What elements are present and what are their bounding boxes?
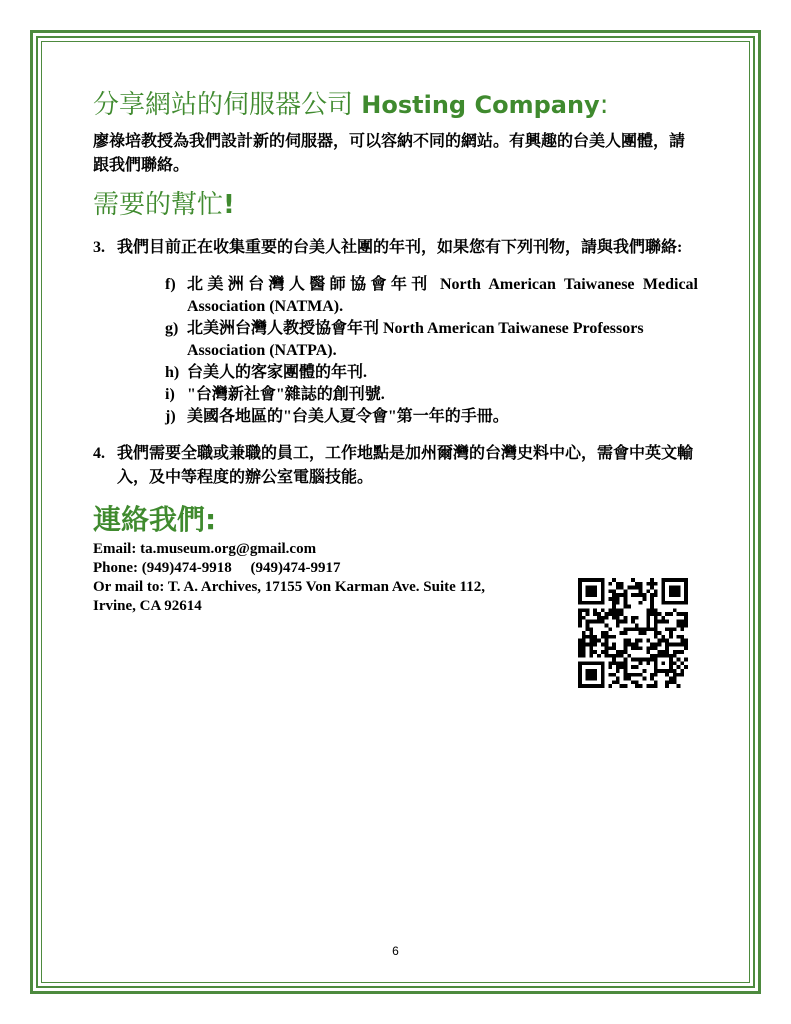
help-item-4-number: 4. (93, 445, 105, 462)
sublist-item-text: 台美人的客家團體的年刊. (187, 364, 368, 381)
sublist-item-letter: j) (165, 408, 176, 425)
contact-mail-line-2: Irvine, CA 92614 (93, 598, 202, 614)
yearbook-sublist (117, 274, 698, 428)
help-item-3-text: 我們目前正在收集重要的台美人社團的年刊，如果您有下列刊物，請與我們聯絡: (117, 239, 683, 256)
hosting-heading (93, 88, 698, 122)
sublist-item-letter: f) (165, 276, 176, 293)
help-list (93, 236, 698, 490)
contact-email[interactable]: Email: ta.museum.org@gmail.com (93, 541, 317, 557)
qr-code-icon[interactable] (578, 578, 688, 688)
contact-phone: Phone: (949)474-9918 (949)474-9917 (93, 560, 341, 576)
help-heading-text: 需要的幫忙 (93, 190, 224, 220)
sublist-item-g (165, 318, 698, 362)
sublist-item-letter: h) (165, 364, 180, 381)
page-content (93, 88, 698, 616)
hosting-heading-zh: 分享網站的伺服器公司 (93, 90, 354, 120)
help-item-4-text: 我們需要全職或兼職的員工，工作地點是加州爾灣的台灣史料中心，需會中英文輸入，及中等程度的辦公室電腦技能。 (117, 445, 694, 486)
sublist-item-j (165, 406, 698, 428)
sublist-item-text: 美國各地區的"台美人夏令會"第一年的手冊。 (187, 408, 509, 425)
sublist-item-f (165, 274, 698, 318)
sublist-item-h (165, 362, 698, 384)
sublist-item-text: 北美洲台灣人教授協會年刊 North American Taiwanese Professors Association (NATPA). (187, 320, 644, 359)
page-number: 6 (392, 944, 399, 958)
hosting-paragraph: 廖祿培教授為我們設計新的伺服器，可以容納不同的網站。有興趣的台美人團體，請跟我們聯絡。 (93, 133, 686, 174)
help-item-3-number: 3. (93, 239, 105, 256)
help-item-3 (93, 236, 698, 428)
help-item-4 (93, 442, 698, 490)
hosting-heading-en: Hosting Company (361, 91, 600, 119)
hosting-heading-colon: : (599, 90, 609, 120)
sublist-item-letter: i) (165, 386, 175, 403)
sublist-item-text: 北美洲台灣人醫師協會年刊 North American Taiwanese Medical Association (NATMA). (187, 276, 698, 315)
sublist-item-text: "台灣新社會"雜誌的創刊號. (187, 386, 385, 403)
sublist-item-letter: g) (165, 320, 179, 337)
help-heading (93, 188, 698, 222)
contact-heading: 連絡我們: (93, 503, 217, 536)
contact-mail-line-1: Or mail to: T. A. Archives, 17155 Von Karman Ave. Suite 112, (93, 579, 485, 595)
help-heading-mark: ! (223, 190, 235, 220)
sublist-item-i (165, 384, 698, 406)
